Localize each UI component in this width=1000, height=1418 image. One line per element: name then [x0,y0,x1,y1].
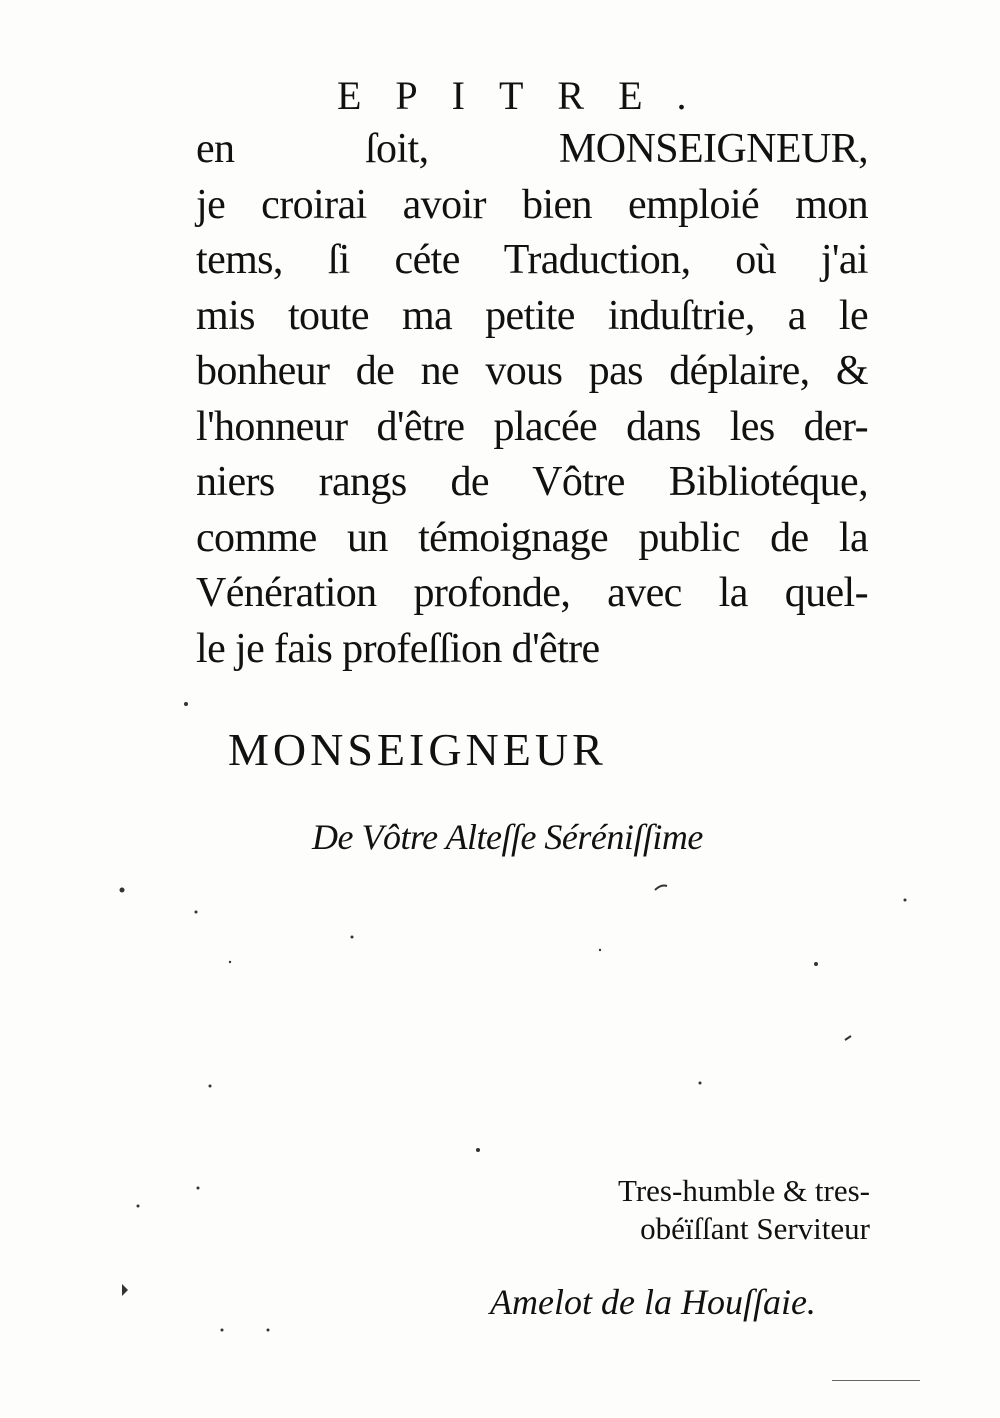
body-line: en ſoit, MONSEIGNEUR, [196,126,868,172]
body-line: tems, ſi céte Traduction, où j'ai [196,237,868,283]
epistle-body [196,122,868,677]
running-head: EPITRE. [337,73,721,118]
body-line: bonheur de ne vous pas déplaire, & [196,348,868,394]
body-line: niers rangs de Vôtre Bibliotéque, [196,459,868,505]
subscription-line: obéïſſant Serviteur [640,1211,870,1246]
author-signature: Amelot de la Houſſaie. [490,1282,816,1322]
subscription [530,1172,870,1248]
body-line: l'honneur d'être placée dans les der- [196,403,868,450]
dedication-line: De Vôtre Alteſſe Séréniſſime [312,817,703,857]
body-line: Vénération profonde, avec la quel- [196,570,868,616]
footer-rule [832,1380,920,1381]
body-line: mis toute ma petite induſtrie, a le [196,292,868,339]
body-line: le je fais profeſſion d'être [196,625,600,672]
body-line: comme un témoignage public de la [196,514,868,561]
body-line: je croirai avoir bien emploié mon [196,181,868,228]
closing-title: MONSEIGNEUR [228,724,607,775]
subscription-line: Tres-humble & tres- [618,1173,870,1208]
